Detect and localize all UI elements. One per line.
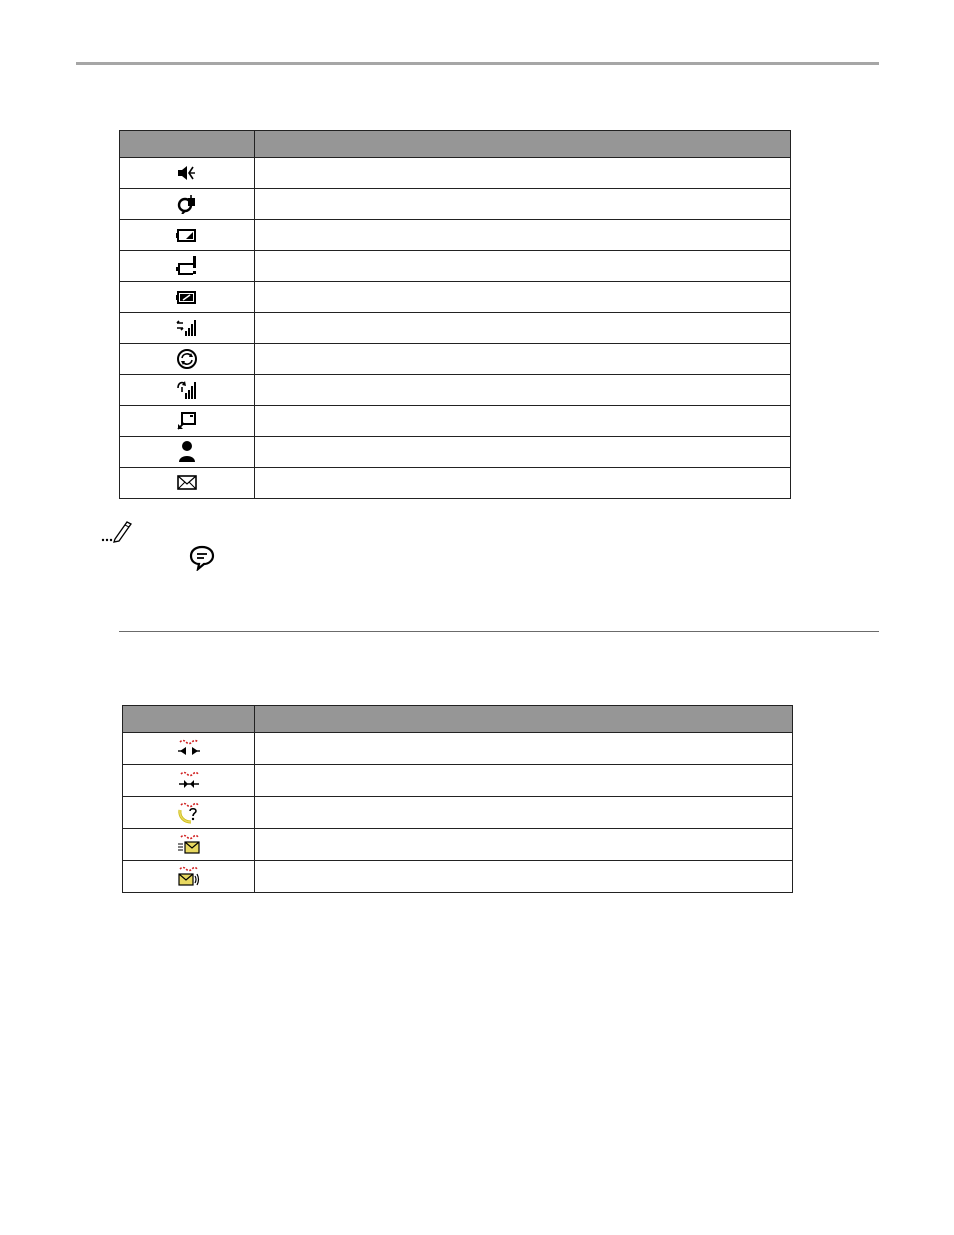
icon-cell xyxy=(120,220,255,251)
email-envelope-icon xyxy=(176,474,198,492)
description-cell xyxy=(255,251,791,282)
description-cell xyxy=(255,437,791,468)
voicemail-icon xyxy=(176,865,202,889)
icon-cell xyxy=(120,468,255,499)
description-cell xyxy=(255,158,791,189)
table-row xyxy=(123,829,793,861)
table-row xyxy=(120,220,791,251)
icon-cell xyxy=(123,829,255,861)
table-row xyxy=(120,468,791,499)
description-cell xyxy=(255,797,793,829)
icon-cell xyxy=(120,282,255,313)
top-rule xyxy=(76,62,879,65)
description-cell xyxy=(255,313,791,344)
active-call-icon xyxy=(176,770,202,792)
table-row xyxy=(120,189,791,220)
description-cell xyxy=(255,344,791,375)
table-row xyxy=(123,797,793,829)
missed-call-icon xyxy=(176,738,202,760)
icon-cell xyxy=(120,344,255,375)
icon-cell xyxy=(120,189,255,220)
icon-cell xyxy=(120,313,255,344)
description-cell xyxy=(255,375,791,406)
description-cell xyxy=(255,282,791,313)
battery-charging-icon xyxy=(176,289,198,305)
table-row xyxy=(120,437,791,468)
table-row xyxy=(120,251,791,282)
description-column-header xyxy=(255,131,791,158)
icon-cell xyxy=(120,158,255,189)
new-message-icon xyxy=(176,833,202,857)
icon-cell xyxy=(123,733,255,765)
table-header-row xyxy=(123,706,793,733)
icon-cell xyxy=(120,251,255,282)
table-row xyxy=(123,733,793,765)
battery-low-icon xyxy=(176,227,198,243)
speaker-icon xyxy=(176,164,198,182)
status-icons-table xyxy=(119,130,791,499)
table-row xyxy=(123,861,793,893)
icon-column-header xyxy=(120,131,255,158)
signal-active-connection-icon xyxy=(175,318,199,338)
description-cell xyxy=(255,861,793,893)
table-row xyxy=(120,158,791,189)
description-cell xyxy=(255,468,791,499)
signal-roaming-icon xyxy=(175,379,199,401)
sync-icon xyxy=(176,348,198,370)
table-header-row xyxy=(120,131,791,158)
notification-window-icon xyxy=(176,411,198,431)
power-plug-icon xyxy=(176,194,198,214)
icon-cell xyxy=(123,861,255,893)
table-row xyxy=(120,344,791,375)
icon-cell xyxy=(120,437,255,468)
description-column-header xyxy=(255,706,793,733)
icon-cell xyxy=(123,797,255,829)
table-row xyxy=(120,375,791,406)
icon-column-header xyxy=(123,706,255,733)
table-row xyxy=(120,406,791,437)
icon-cell xyxy=(120,406,255,437)
section-divider xyxy=(119,631,879,632)
description-cell xyxy=(255,220,791,251)
call-question-icon xyxy=(176,801,202,825)
description-cell xyxy=(255,406,791,437)
icon-cell xyxy=(123,765,255,797)
table-row xyxy=(123,765,793,797)
contact-person-icon xyxy=(177,440,197,464)
call-icons-table xyxy=(122,705,793,893)
icon-cell xyxy=(120,375,255,406)
table-row xyxy=(120,313,791,344)
description-cell xyxy=(255,733,793,765)
description-cell xyxy=(255,765,793,797)
pencil-note-icon xyxy=(101,519,135,543)
speech-bubble-icon xyxy=(189,545,215,571)
table-row xyxy=(120,282,791,313)
description-cell xyxy=(255,829,793,861)
description-cell xyxy=(255,189,791,220)
battery-critical-icon xyxy=(176,255,198,277)
